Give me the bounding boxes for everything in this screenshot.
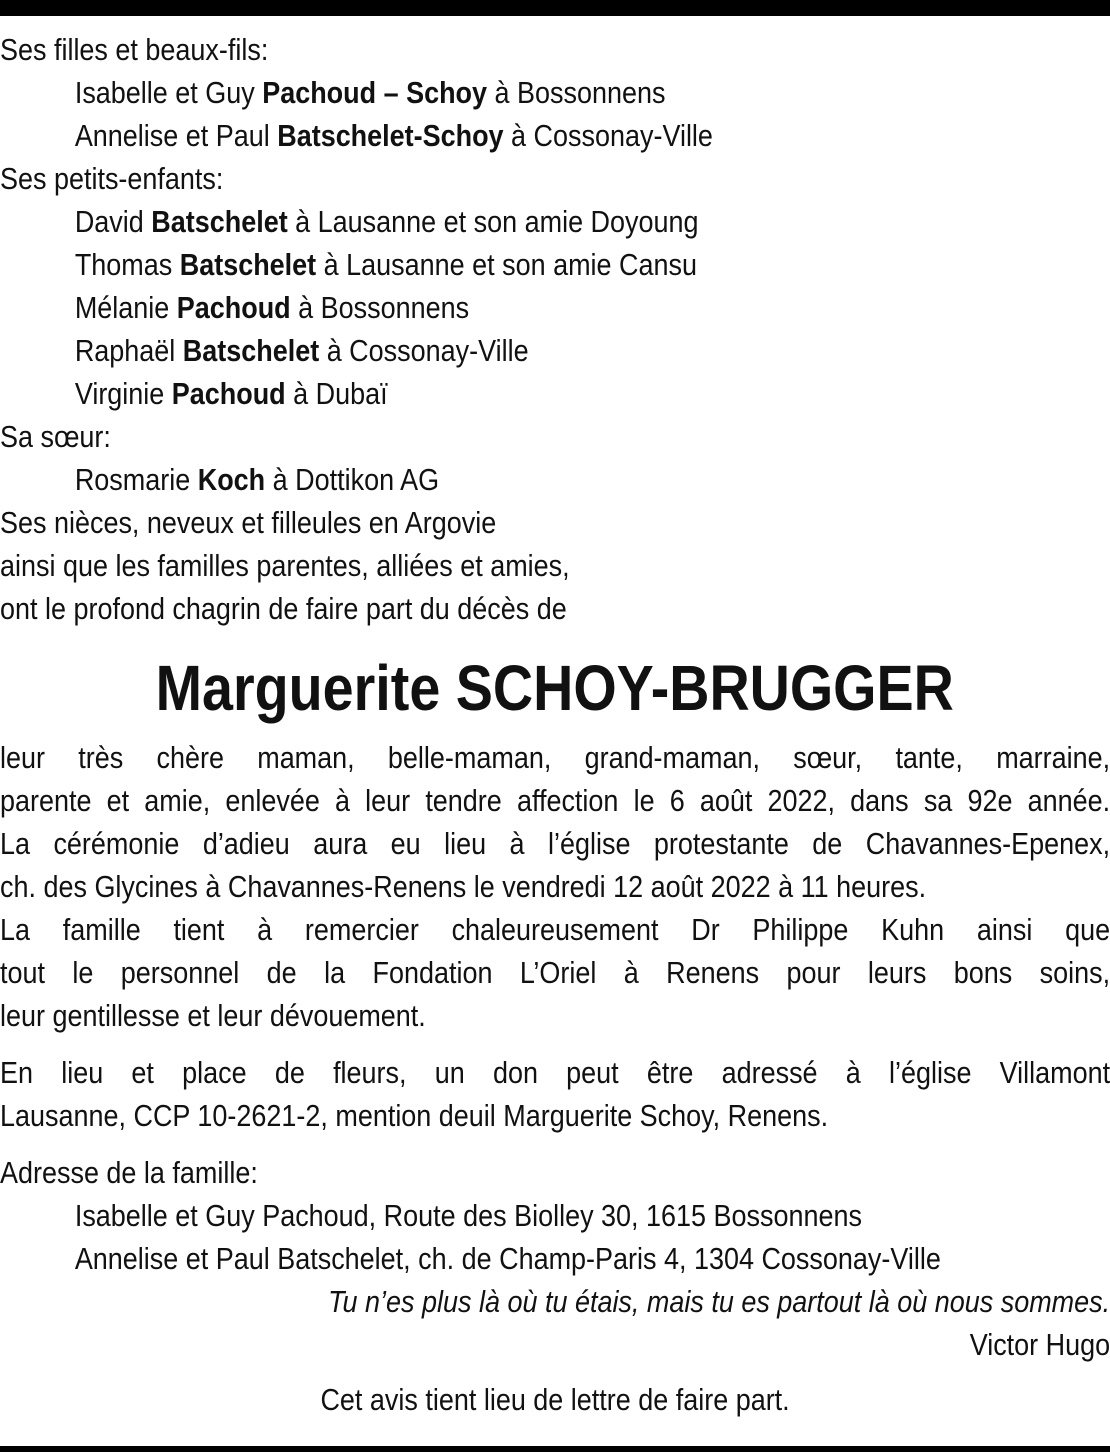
body-line: La famille tient à remercier chaleureusement Dr Philippe Kuhn ainsi que bbox=[0, 912, 1110, 947]
spacer bbox=[0, 1366, 1110, 1378]
grandchild-entry bbox=[0, 243, 1110, 286]
grandchild-entry bbox=[0, 200, 1110, 243]
entry-surname: Batschelet bbox=[182, 333, 320, 368]
entry-location: à Cossonay-Ville bbox=[319, 333, 529, 368]
bottom-rule bbox=[0, 1446, 1110, 1452]
grandchild-entry bbox=[0, 372, 1110, 415]
body-line: leur gentillesse et leur dévouement. bbox=[0, 998, 426, 1033]
entry-location: à Bossonnens bbox=[290, 290, 470, 325]
notice-body bbox=[0, 736, 1110, 1421]
body-line: tout le personnel de la Fondation L’Oriel à Renens pour leurs bons soins, bbox=[0, 955, 1110, 990]
closing-line: ainsi que les familles parentes, alliées et amies, bbox=[0, 548, 570, 583]
grandchildren-heading: Ses petits-enfants: bbox=[0, 161, 224, 196]
sister-heading: Sa sœur: bbox=[0, 419, 111, 454]
entry-surname: Batschelet bbox=[179, 247, 317, 282]
deceased-name-heading bbox=[0, 650, 1110, 726]
daughters-heading: Ses filles et beaux-fils: bbox=[0, 32, 269, 67]
quote-author: Victor Hugo bbox=[969, 1327, 1110, 1362]
daughter-entry bbox=[0, 114, 1110, 157]
entry-first-names: Raphaël bbox=[74, 333, 183, 368]
entry-first-names: Mélanie bbox=[74, 290, 177, 325]
notice-footer: Cet avis tient lieu de lettre de faire part. bbox=[320, 1382, 790, 1417]
entry-location: à Lausanne et son amie Doyoung bbox=[287, 204, 699, 239]
body-line: leur très chère maman, belle-maman, grand-maman, sœur, tante, marraine, bbox=[0, 740, 1110, 775]
entry-surname: Batschelet-Schoy bbox=[277, 118, 504, 153]
address-heading: Adresse de la famille: bbox=[0, 1155, 258, 1190]
family-list bbox=[0, 28, 1110, 630]
entry-first-names: Isabelle et Guy bbox=[74, 75, 263, 110]
entry-surname: Pachoud bbox=[176, 290, 291, 325]
quote: Tu n’es plus là où tu étais, mais tu es partout là où nous sommes. bbox=[328, 1284, 1110, 1319]
body-line: La cérémonie d’adieu aura eu lieu à l’église protestante de Chavannes-Epenex, bbox=[0, 826, 1110, 861]
grandchild-entry bbox=[0, 329, 1110, 372]
spacer bbox=[0, 1137, 1110, 1151]
donation-line: Lausanne, CCP 10-2621-2, mention deuil Marguerite Schoy, Renens. bbox=[0, 1098, 829, 1133]
sister-entry bbox=[0, 458, 1110, 501]
closing-line: Ses nièces, neveux et filleules en Argovie bbox=[0, 505, 497, 540]
spacer bbox=[0, 1037, 1110, 1051]
grandchild-entry bbox=[0, 286, 1110, 329]
body-line: parente et amie, enlevée à leur tendre affection le 6 août 2022, dans sa 92e année. bbox=[0, 783, 1110, 818]
donation-line: En lieu et place de fleurs, un don peut être adressé à l’église Villamont bbox=[0, 1055, 1110, 1090]
entry-first-names: David bbox=[74, 204, 152, 239]
entry-first-names: Thomas bbox=[74, 247, 180, 282]
closing-line: ont le profond chagrin de faire part du décès de bbox=[0, 591, 567, 626]
entry-surname: Batschelet bbox=[151, 204, 288, 239]
entry-first-names: Rosmarie bbox=[74, 462, 198, 497]
entry-location: à Lausanne et son amie Cansu bbox=[316, 247, 698, 282]
entry-location: à Bossonnens bbox=[487, 75, 666, 110]
daughter-entry bbox=[0, 71, 1110, 114]
entry-location: à Dottikon AG bbox=[265, 462, 440, 497]
top-rule bbox=[0, 0, 1110, 16]
entry-location: à Cossonay-Ville bbox=[503, 118, 713, 153]
address-line: Isabelle et Guy Pachoud, Route des Biolley 30, 1615 Bossonnens bbox=[74, 1198, 862, 1233]
entry-location: à Dubaï bbox=[285, 376, 388, 411]
deceased-name: Marguerite SCHOY-BRUGGER bbox=[155, 652, 955, 724]
entry-surname: Koch bbox=[197, 462, 266, 497]
entry-surname: Pachoud – Schoy bbox=[262, 75, 488, 110]
entry-first-names: Virginie bbox=[74, 376, 172, 411]
entry-surname: Pachoud bbox=[171, 376, 286, 411]
body-line: ch. des Glycines à Chavannes-Renens le vendredi 12 août 2022 à 11 heures. bbox=[0, 869, 927, 904]
address-line: Annelise et Paul Batschelet, ch. de Champ-Paris 4, 1304 Cossonay-Ville bbox=[74, 1241, 941, 1276]
entry-first-names: Annelise et Paul bbox=[74, 118, 278, 153]
